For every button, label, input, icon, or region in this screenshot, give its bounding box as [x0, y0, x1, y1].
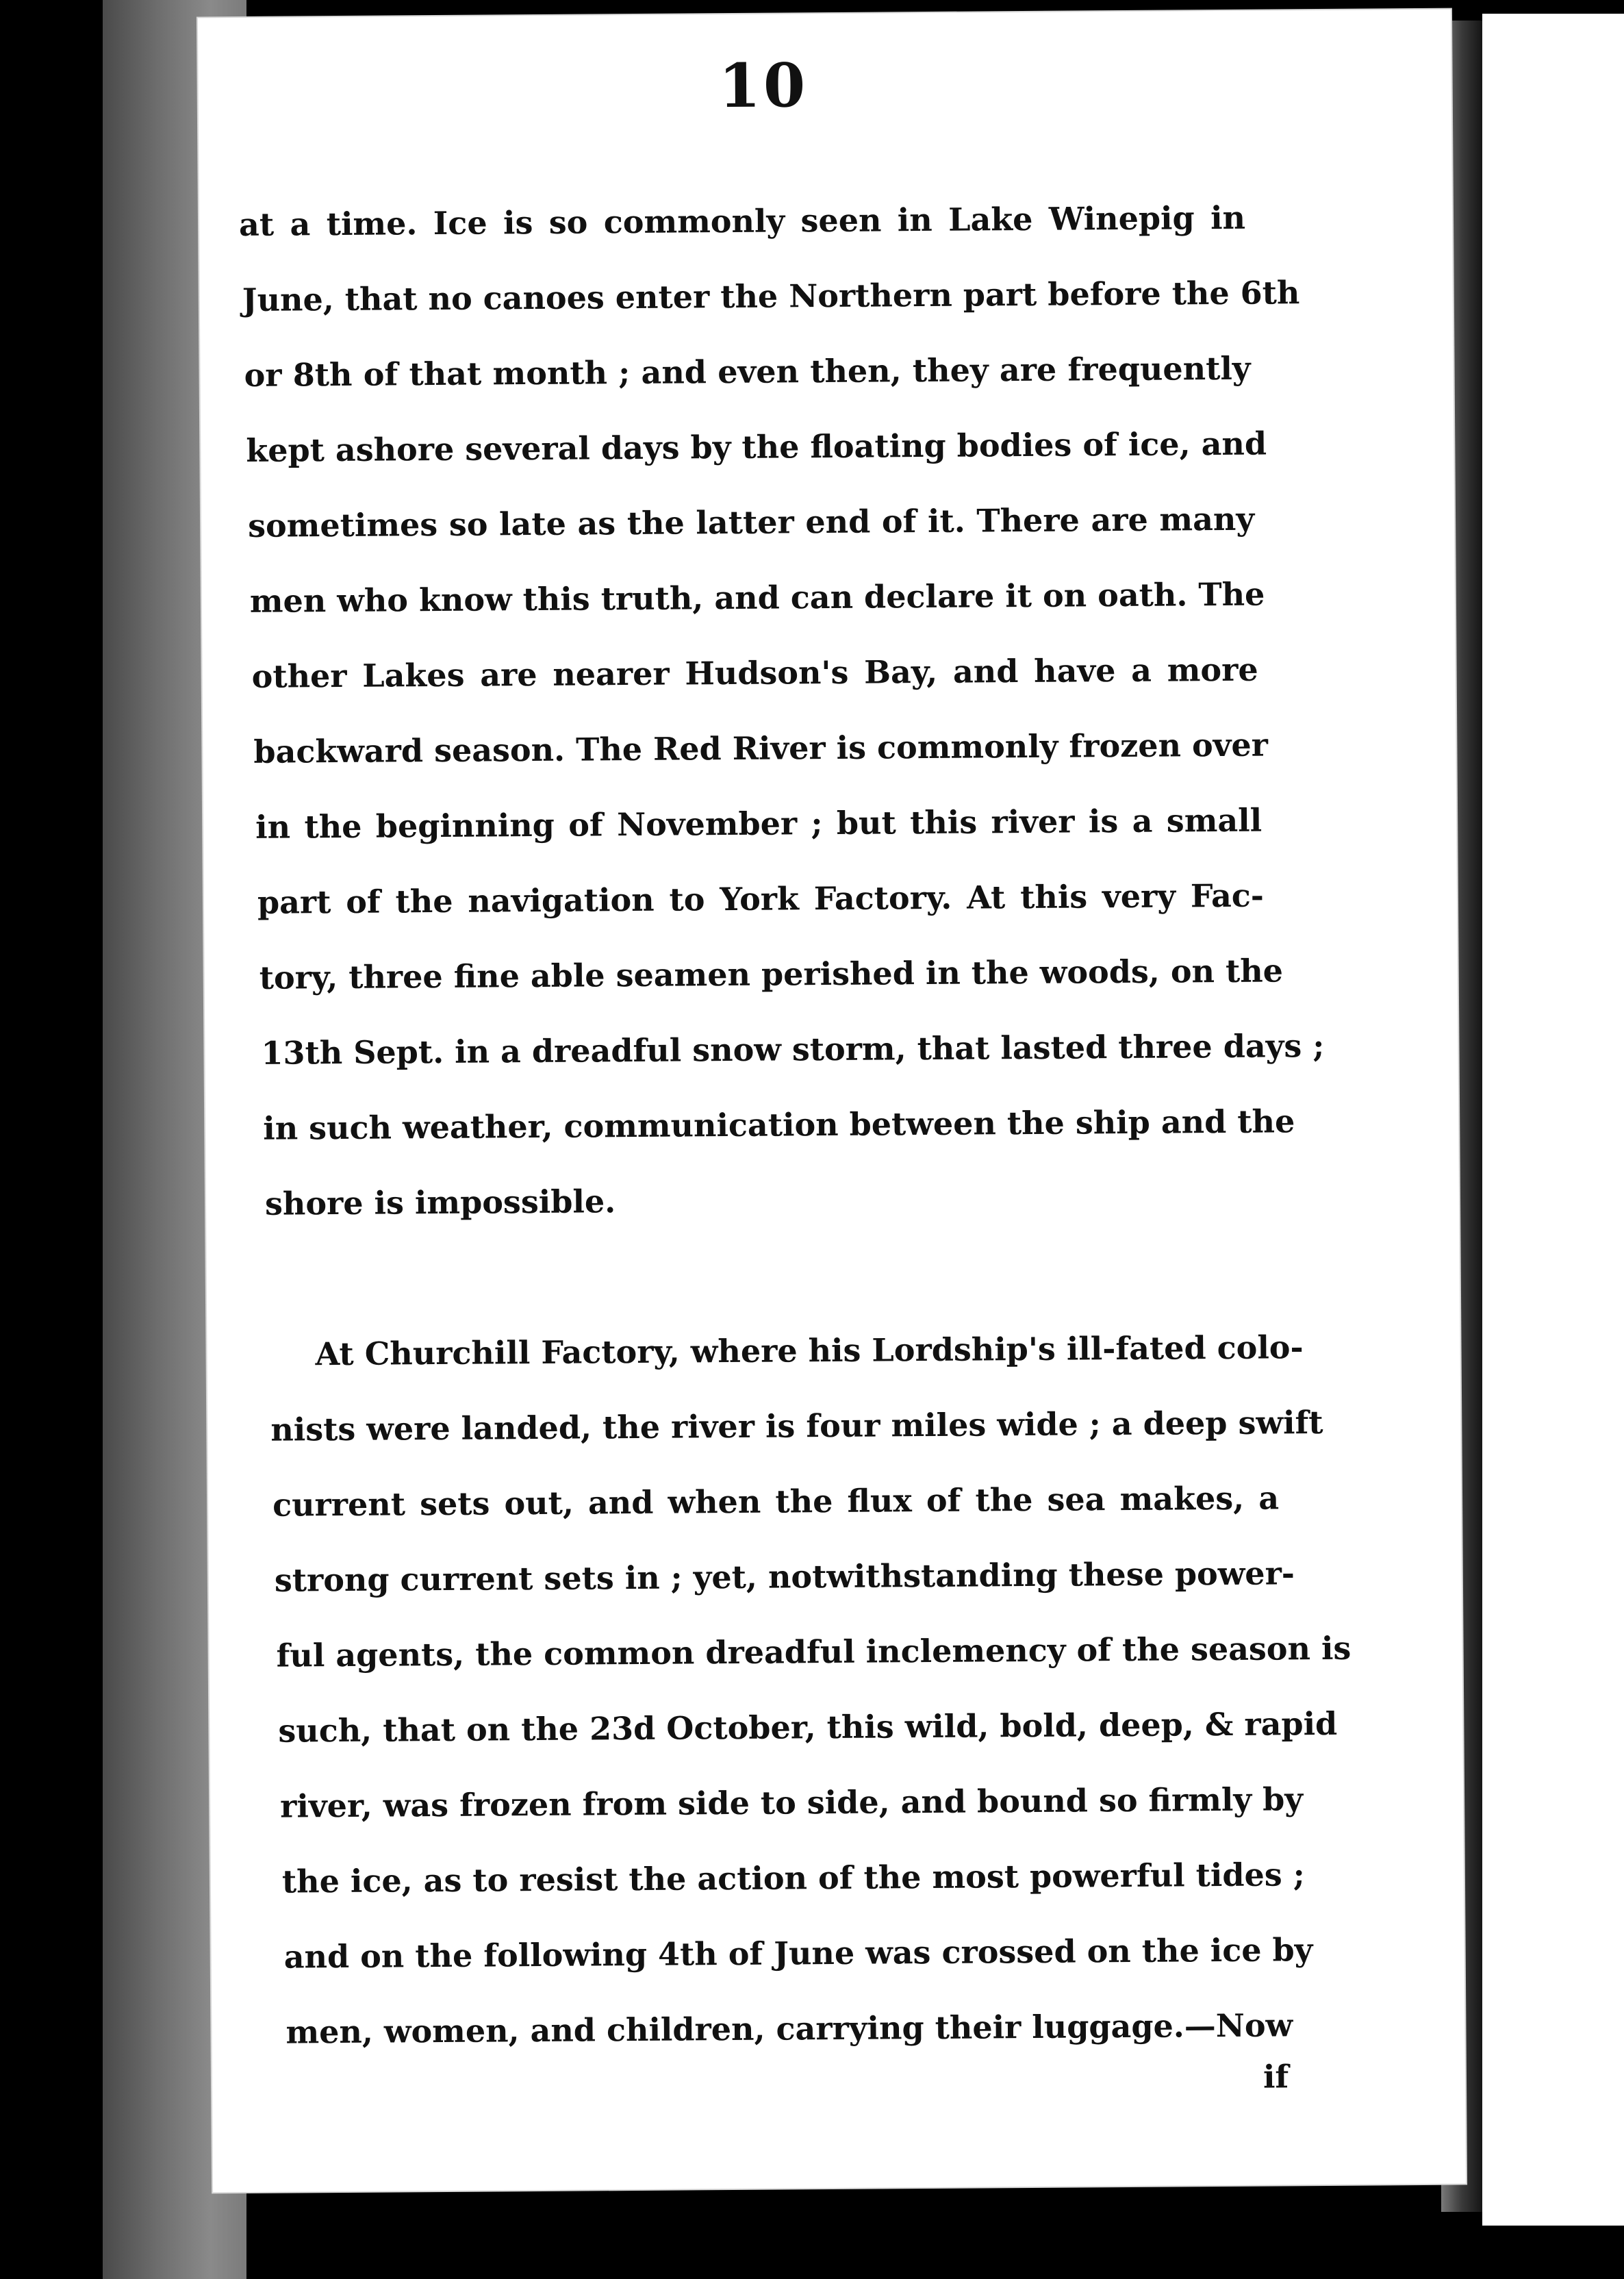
text-line: 13th Sept. in a dreadful snow storm, that lasted three days ; — [261, 1027, 1325, 1072]
text-line: in such weather, communication between the ship and the — [263, 1103, 1295, 1147]
facing-page-edge-right — [1482, 14, 1624, 2226]
text-line: sometimes so late as the latter end of it. There are many — [247, 500, 1255, 544]
text-line: and on the following 4th of June was crossed on the ice by — [283, 1931, 1313, 1976]
page-number: 10 — [718, 49, 809, 122]
text-line: June, that no canoes enter the Northern part before the 6th — [242, 274, 1300, 318]
text-line: nists were landed, the river is four miles wide ; a deep swift — [270, 1404, 1323, 1448]
text-line: at a time. Ice is so commonly seen in Lake Winepig in — [238, 199, 1246, 244]
text-line: such, that on the 23d October, this wild, bold, deep, & rapid — [278, 1704, 1338, 1750]
text-line: tory, three fine able seamen perished in the woods, on the — [259, 952, 1284, 996]
text-line: men who know this truth, and can declare it on oath. The — [249, 575, 1265, 620]
text-line: strong current sets in ; yet, notwithstanding these power- — [274, 1554, 1295, 1599]
text-line: current sets out, and when the flux of the sea makes, a — [272, 1479, 1280, 1524]
text-line: part of the navigation to York Factory. At this very Fac- — [257, 877, 1265, 921]
text-line: At Churchill Factory, where his Lordship's ill-fated colo- — [315, 1329, 1304, 1373]
catchword: if — [1263, 2058, 1289, 2095]
text-line: the ice, as to resist the action of the most powerful tides ; — [281, 1856, 1305, 1900]
text-line: backward season. The Red River is commonly frozen over — [253, 726, 1269, 770]
text-line: kept ashore several days by the floating bodies of ice, and — [246, 425, 1267, 469]
text-line: other Lakes are nearer Hudson's Bay, and have a more — [251, 651, 1258, 695]
text-line: ful agents, the common dreadful inclemency of the season is — [276, 1629, 1352, 1674]
text-line: river, was frozen from side to side, and bound so firmly by — [279, 1780, 1304, 1825]
book-page — [198, 10, 1466, 2193]
text-line: men, women, and children, carrying their luggage.—Now — [286, 2006, 1293, 2051]
text-line: shore is impossible. — [264, 1183, 616, 1222]
text-line: or 8th of that month ; and even then, they are frequently — [244, 349, 1251, 394]
text-line: in the beginning of November ; but this river is a small — [255, 801, 1263, 846]
